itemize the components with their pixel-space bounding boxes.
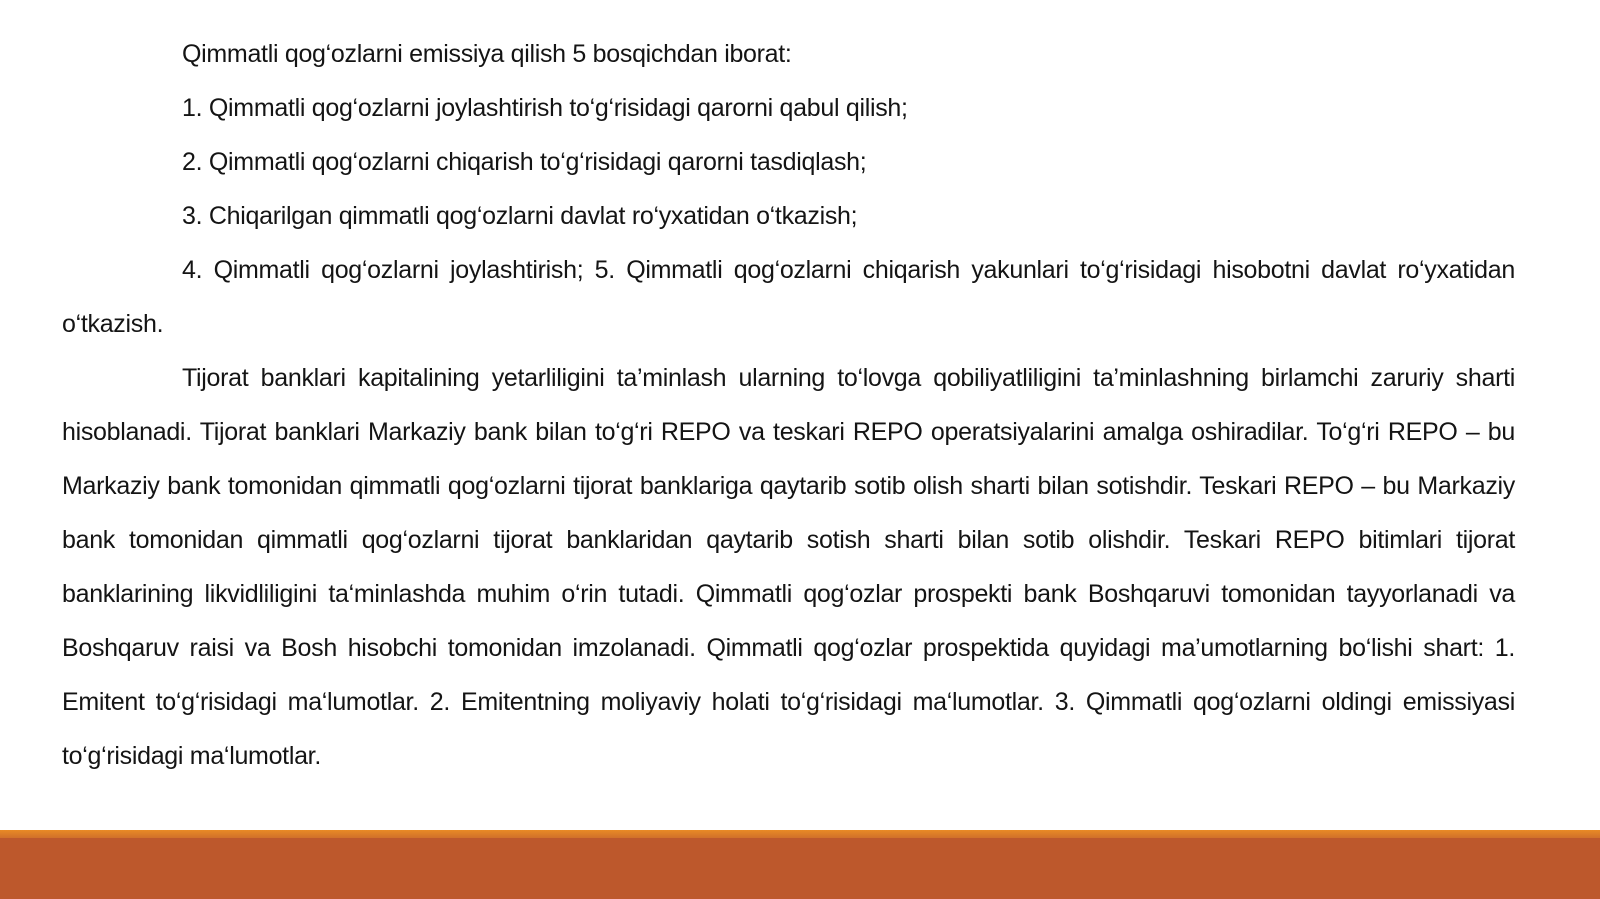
paragraph-step-1: 1. Qimmatli qog‘ozlarni joylashtirish to‘g‘risidagi qarorni qabul qilish; <box>182 94 908 122</box>
footer-band <box>0 830 1600 899</box>
paragraph-intro: Qimmatli qog‘ozlarni emissiya qilish 5 bosqichdan iborat: <box>182 40 792 68</box>
paragraph-step-2: 2. Qimmatli qog‘ozlarni chiqarish to‘g‘risidagi qarorni tasdiqlash; <box>182 148 867 176</box>
footer-accent-line <box>0 830 1600 838</box>
paragraph-step-3: 3. Chiqarilgan qimmatli qog‘ozlarni davlat ro‘yxatidan o‘tkazish; <box>182 202 858 230</box>
paragraph-repo: Tijorat banklari kapitalining yetarliligini ta’minlash ularning to‘lovga qobiliyatliligini ta’minlashning birlamchi zaruriy sharti hisoblanadi. Tijorat banklari Markaziy bank bilan to‘g‘ri REPO va teskari REPO operatsiyalarini amalga oshiradilar. To‘g‘ri REPO – bu Markaziy bank tomonidan qimmatli qog‘ozlarni tijorat banklariga qaytarib sotib olish sharti bilan sotishdir. Teskari REPO – bu Markaziy bank tomonidan qimmatli qog‘ozlarni tijorat banklaridan qaytarib sotish sharti bilan sotib olishdir. Teskari REPO bitimlari tijorat banklarining likvidliligini ta‘minlashda muhim o‘rin tutadi. Qimmatli qog‘ozlar prospekti bank Boshqaruvi tomonidan tayyorlanadi va Boshqaruv raisi va Bosh hisobchi tomonidan imzolanadi. Qimmatli qog‘ozlar prospektida quyidagi ma’umotlarning bo‘lishi shart: 1. Emitent to‘g‘risidagi ma‘lumotlar. 2. Emitentning moliyaviy holati to‘g‘risidagi ma‘lumotlar. 3. Qimmatli qog‘ozlarni oldingi emissiyasi to‘g‘risidagi ma‘lumotlar. <box>62 364 1515 770</box>
paragraph-step-4-5: 4. Qimmatli qog‘ozlarni joylashtirish; 5. Qimmatli qog‘ozlarni chiqarish yakunlari to‘g‘risidagi hisobotni davlat ro‘yxatidan o‘tkazish. <box>62 256 1515 338</box>
slide-body <box>62 27 1515 783</box>
